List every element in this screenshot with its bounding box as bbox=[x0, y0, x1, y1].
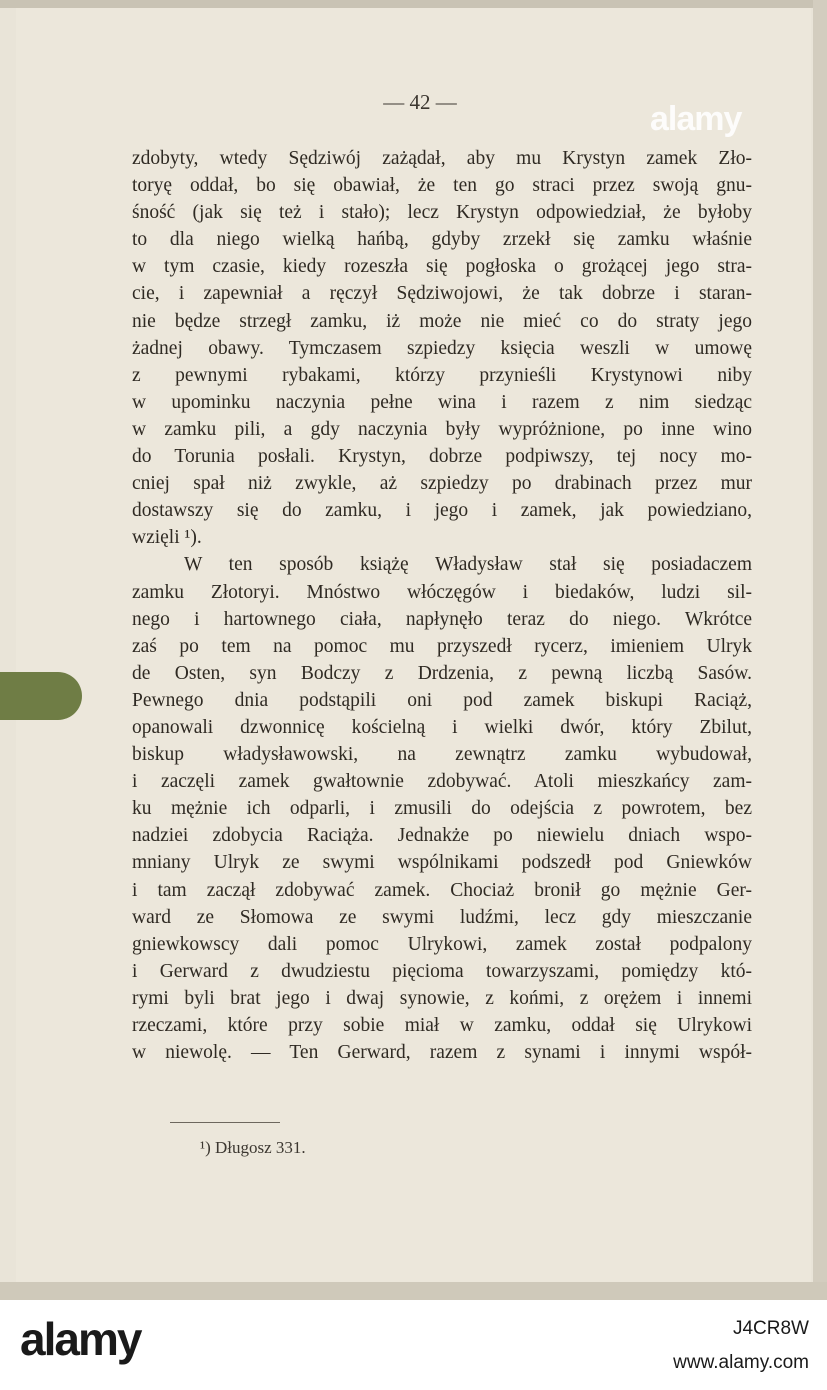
text-line: rymi byli brat jego i dwaj synowie, z końmi, z orężem i innemi bbox=[132, 987, 752, 1009]
watermark-logo: alamy bbox=[650, 100, 742, 138]
text-line: cie, i zapewniał a ręczył Sędziwojowi, że tak dobrze i staran- bbox=[132, 283, 752, 305]
text-line: de Osten, syn Bodczy z Drdzenia, z pewną liczbą Sasów. bbox=[132, 662, 752, 684]
text-line: zamku Złotoryi. Mnóstwo włóczęgów i biedaków, ludzi sil- bbox=[132, 581, 752, 603]
text-line: cniej spał niż zwykle, aż szpiedzy po drabinach przez mur bbox=[132, 473, 752, 495]
watermark-url: www.alamy.com bbox=[673, 1352, 809, 1373]
text-line: nego i hartownego ciała, napłynęło teraz do niego. Wkrótce bbox=[132, 608, 752, 630]
text-line: mniany Ulryk ze swymi wspólnikami podszedł pod Gniewków bbox=[132, 852, 752, 874]
text-line: Pewnego dnia podstąpili oni pod zamek biskupi Raciąż, bbox=[132, 689, 752, 711]
green-bookmark-tab bbox=[0, 672, 82, 720]
text-line: ward ze Słomowa ze swymi ludźmi, lecz gdy mieszczanie bbox=[132, 906, 752, 928]
text-line: to dla niego wielką hańbą, gdyby zrzekł się zamku właśnie bbox=[132, 229, 752, 251]
text-line: i Gerward z dwudziestu pięcioma towarzyszami, pomiędzy któ- bbox=[132, 960, 752, 982]
text-line: zaś po tem na pomoc mu przyszedł rycerz, imieniem Ulryk bbox=[132, 635, 752, 657]
text-line: w niewolę. — Ten Gerward, razem z synami i innymi współ- bbox=[132, 1042, 752, 1064]
body-text bbox=[132, 145, 752, 1066]
watermark-image-id: J4CR8W bbox=[732, 1318, 809, 1339]
page-edge-right bbox=[813, 0, 827, 1300]
text-line: toryę oddał, bo się obawiał, że ten go straci przez swoją gnu- bbox=[132, 175, 752, 197]
text-line: w tym czasie, kiedy rozeszła się pogłoska o grożącej jego stra- bbox=[132, 256, 752, 278]
footnote-divider bbox=[170, 1122, 280, 1123]
text-line: i tam zaczął zdobywać zamek. Chociaż bronił go mężnie Ger- bbox=[132, 879, 752, 901]
text-line: i zaczęli zamek gwałtownie zdobywać. Atoli mieszkańcy zam- bbox=[132, 771, 752, 793]
text-line: nie będze strzegł zamku, iż może nie mieć co do straty jego bbox=[132, 310, 752, 332]
page-number: — 42 — bbox=[383, 90, 457, 114]
text-line: rzeczami, które przy sobie miał w zamku, oddał się Ulrykowi bbox=[132, 1015, 752, 1036]
text-line: do Torunia posłali. Krystyn, dobrze podpiwszy, tej nocy mo- bbox=[132, 446, 752, 468]
page-edge-bottom bbox=[0, 1282, 827, 1300]
text-line: zdobyty, wtedy Sędziwój zażądał, aby mu Krystyn zamek Zło- bbox=[132, 148, 752, 169]
text-line: ku mężnie ich odparli, i zmusili do odejścia z powrotem, bez bbox=[132, 798, 752, 820]
text-line: w upominku naczynia pełne wina i razem z nim siedząc bbox=[132, 391, 752, 413]
text-line: gniewkowscy dali pomoc Ulrykowi, zamek został podpalony bbox=[132, 933, 752, 955]
text-line: nadziei zdobycia Raciąża. Jednakże po niewielu dniach wspo- bbox=[132, 825, 752, 847]
watermark-brand: alamy bbox=[20, 1313, 141, 1365]
text-line: wzięli ¹). bbox=[132, 527, 202, 549]
text-line: opanowali dzwonnicę kościelną i wielki dwór, który Zbilut, bbox=[132, 716, 752, 738]
text-line: dostawszy się do zamku, i jego i zamek, jak powiedziano, bbox=[132, 500, 752, 522]
text-line: z pewnymi rybakami, którzy przynieśli Krystynowi niby bbox=[132, 364, 752, 386]
text-line: śność (jak się też i stało); lecz Krystyn odpowiedział, że byłoby bbox=[132, 202, 752, 224]
page-edge-top bbox=[0, 0, 827, 8]
text-line: w zamku pili, a gdy naczynia były wypróżnione, po inne wino bbox=[132, 418, 752, 440]
text-line: żadnej obawy. Tymczasem szpiedzy księcia weszli w umowę bbox=[132, 337, 752, 359]
footnote: ¹) Długosz 331. bbox=[200, 1138, 306, 1157]
text-line: W ten sposób książę Władysław stał się posiadaczem bbox=[184, 554, 752, 576]
text-line: biskup władysławowski, na zewnątrz zamku wybudował, bbox=[132, 744, 752, 766]
